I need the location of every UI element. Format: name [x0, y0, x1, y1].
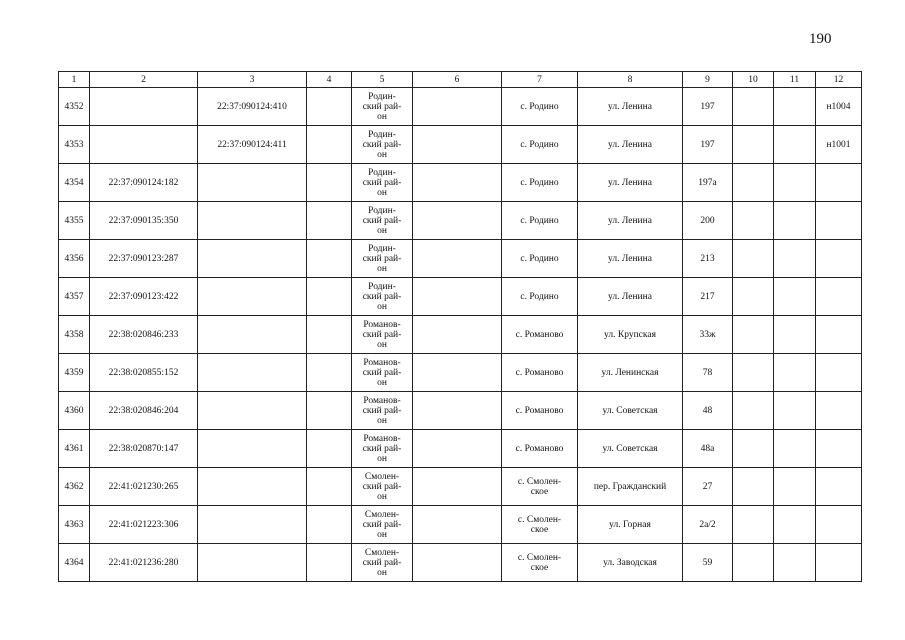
cadastral-number-cell: 22:41:021230:265: [90, 468, 198, 506]
empty-cell: [774, 88, 816, 126]
row-number-cell: 4357: [59, 278, 90, 316]
cell-line: с. Смолен-: [517, 476, 562, 487]
cell-line: Родин-: [368, 281, 396, 292]
note-cell: н1001: [816, 126, 862, 164]
cadastral-number-cell: 22:37:090123:422: [90, 278, 198, 316]
empty-cell: [733, 354, 774, 392]
note-cell: [816, 430, 862, 468]
table-row: [59, 354, 862, 392]
row-number-cell: 4362: [59, 468, 90, 506]
cadastral-number-cell: 22:38:020846:233: [90, 316, 198, 354]
district-cell: [352, 164, 413, 202]
empty-cell: [733, 468, 774, 506]
empty-cell: [774, 240, 816, 278]
cell-line: Смолен-: [364, 509, 400, 520]
cadastral-number-cell: 22:38:020870:147: [90, 430, 198, 468]
empty-cell: [413, 278, 502, 316]
house-number-cell: 197а: [683, 164, 733, 202]
note-cell: [816, 354, 862, 392]
row-number-cell: 4354: [59, 164, 90, 202]
table-row: [59, 88, 862, 126]
empty-cell: [774, 468, 816, 506]
empty-cell: [774, 354, 816, 392]
cell-line: ский рай-: [362, 481, 402, 492]
cadastral-number-cell: 22:41:021236:280: [90, 544, 198, 582]
cadastral-number-cell-2: [198, 506, 307, 544]
cadastral-number-cell-2: [198, 316, 307, 354]
register-body: [59, 88, 862, 582]
cell-line: он: [377, 453, 387, 464]
district-cell: [352, 88, 413, 126]
row-number-cell: 4358: [59, 316, 90, 354]
column-header: 4: [307, 72, 352, 88]
cell-line: Романов-: [363, 319, 401, 330]
street-cell: ул. Ленина: [578, 240, 683, 278]
empty-cell: [774, 202, 816, 240]
district-cell: [352, 278, 413, 316]
district-cell: [352, 316, 413, 354]
empty-cell: [733, 164, 774, 202]
cell-line: Смолен-: [364, 471, 400, 482]
empty-cell: [307, 126, 352, 164]
cell-line: ский рай-: [362, 519, 402, 530]
empty-cell: [774, 126, 816, 164]
empty-cell: [307, 278, 352, 316]
column-header: 1: [59, 72, 90, 88]
cadastral-number-cell-2: [198, 392, 307, 430]
cell-line: он: [377, 377, 387, 388]
empty-cell: [413, 468, 502, 506]
column-header: 3: [198, 72, 307, 88]
column-header: 8: [578, 72, 683, 88]
empty-cell: [413, 126, 502, 164]
empty-cell: [733, 278, 774, 316]
note-cell: [816, 278, 862, 316]
empty-cell: [307, 202, 352, 240]
cell-line: он: [377, 225, 387, 236]
district-cell: [352, 392, 413, 430]
house-number-cell: 200: [683, 202, 733, 240]
cadastral-number-cell-2: 22:37:090124:411: [198, 126, 307, 164]
cadastral-number-cell: 22:38:020846:204: [90, 392, 198, 430]
house-number-cell: 78: [683, 354, 733, 392]
row-number-cell: 4361: [59, 430, 90, 468]
row-number-cell: 4359: [59, 354, 90, 392]
row-number-cell: 4356: [59, 240, 90, 278]
cell-line: ский рай-: [362, 443, 402, 454]
settlement-cell: [502, 468, 578, 506]
cell-line: ский рай-: [362, 367, 402, 378]
empty-cell: [307, 506, 352, 544]
empty-cell: [413, 316, 502, 354]
column-header: 9: [683, 72, 733, 88]
settlement-cell: с. Романово: [502, 430, 578, 468]
cell-line: ское: [530, 562, 549, 573]
table-row: [59, 316, 862, 354]
register-table: [58, 71, 862, 582]
cell-line: он: [377, 529, 387, 540]
empty-cell: [307, 544, 352, 582]
row-number-cell: 4363: [59, 506, 90, 544]
column-header: 10: [733, 72, 774, 88]
empty-cell: [413, 354, 502, 392]
cadastral-number-cell: 22:37:090135:350: [90, 202, 198, 240]
empty-cell: [413, 544, 502, 582]
house-number-cell: 48: [683, 392, 733, 430]
cell-line: Родин-: [368, 91, 396, 102]
cell-line: ское: [530, 524, 549, 535]
cell-line: Родин-: [368, 167, 396, 178]
table-row: [59, 544, 862, 582]
note-cell: [816, 506, 862, 544]
cadastral-number-cell-2: [198, 468, 307, 506]
empty-cell: [307, 392, 352, 430]
house-number-cell: 197: [683, 126, 733, 164]
table-row: [59, 392, 862, 430]
cell-line: Смолен-: [364, 547, 400, 558]
street-cell: ул. Ленина: [578, 88, 683, 126]
table-row: [59, 164, 862, 202]
settlement-cell: с. Родино: [502, 164, 578, 202]
empty-cell: [774, 392, 816, 430]
note-cell: н1004: [816, 88, 862, 126]
street-cell: ул. Ленина: [578, 278, 683, 316]
cell-line: он: [377, 111, 387, 122]
note-cell: [816, 392, 862, 430]
district-cell: [352, 430, 413, 468]
page-number: 190: [809, 31, 832, 47]
cadastral-number-cell-2: [198, 202, 307, 240]
empty-cell: [774, 430, 816, 468]
cell-line: Романов-: [363, 433, 401, 444]
street-cell: ул. Горная: [578, 506, 683, 544]
district-cell: [352, 240, 413, 278]
column-header: 2: [90, 72, 198, 88]
cadastral-number-cell: 22:37:090123:287: [90, 240, 198, 278]
cadastral-number-cell-2: [198, 164, 307, 202]
district-cell: [352, 506, 413, 544]
empty-cell: [413, 164, 502, 202]
empty-cell: [307, 316, 352, 354]
row-number-cell: 4364: [59, 544, 90, 582]
empty-cell: [733, 544, 774, 582]
cell-line: он: [377, 263, 387, 274]
cadastral-number-cell: 22:41:021223:306: [90, 506, 198, 544]
row-number-cell: 4360: [59, 392, 90, 430]
cadastral-number-cell-2: [198, 430, 307, 468]
house-number-cell: 2а/2: [683, 506, 733, 544]
cell-line: он: [377, 415, 387, 426]
empty-cell: [413, 506, 502, 544]
district-cell: [352, 126, 413, 164]
row-number-cell: 4355: [59, 202, 90, 240]
empty-cell: [733, 202, 774, 240]
header-row: [59, 72, 862, 88]
empty-cell: [413, 88, 502, 126]
house-number-cell: 197: [683, 88, 733, 126]
column-header: 6: [413, 72, 502, 88]
cell-line: Романов-: [363, 357, 401, 368]
empty-cell: [413, 430, 502, 468]
note-cell: [816, 544, 862, 582]
empty-cell: [733, 506, 774, 544]
column-header: 5: [352, 72, 413, 88]
cell-line: с. Смолен-: [517, 514, 562, 525]
table-row: [59, 468, 862, 506]
settlement-cell: [502, 506, 578, 544]
cell-line: с. Смолен-: [517, 552, 562, 563]
column-header: 7: [502, 72, 578, 88]
street-cell: ул. Ленина: [578, 164, 683, 202]
empty-cell: [307, 88, 352, 126]
note-cell: [816, 164, 862, 202]
cell-line: ский рай-: [362, 215, 402, 226]
settlement-cell: [502, 544, 578, 582]
cell-line: ский рай-: [362, 557, 402, 568]
settlement-cell: с. Родино: [502, 202, 578, 240]
street-cell: ул. Советская: [578, 392, 683, 430]
note-cell: [816, 468, 862, 506]
cell-line: ский рай-: [362, 177, 402, 188]
note-cell: [816, 316, 862, 354]
cadastral-number-cell: 22:37:090124:182: [90, 164, 198, 202]
table-row: [59, 278, 862, 316]
empty-cell: [307, 164, 352, 202]
street-cell: ул. Ленина: [578, 202, 683, 240]
street-cell: ул. Заводская: [578, 544, 683, 582]
cell-line: ский рай-: [362, 405, 402, 416]
cadastral-number-cell-2: [198, 278, 307, 316]
street-cell: ул. Ленина: [578, 126, 683, 164]
street-cell: ул. Советская: [578, 430, 683, 468]
cell-line: Родин-: [368, 129, 396, 140]
settlement-cell: с. Романово: [502, 316, 578, 354]
empty-cell: [413, 202, 502, 240]
row-number-cell: 4352: [59, 88, 90, 126]
empty-cell: [733, 88, 774, 126]
cell-line: он: [377, 301, 387, 312]
cell-line: он: [377, 567, 387, 578]
row-number-cell: 4353: [59, 126, 90, 164]
empty-cell: [774, 278, 816, 316]
cell-line: ское: [530, 486, 549, 497]
cell-line: Романов-: [363, 395, 401, 406]
empty-cell: [774, 544, 816, 582]
empty-cell: [413, 240, 502, 278]
cell-line: он: [377, 187, 387, 198]
empty-cell: [307, 354, 352, 392]
table-row: [59, 202, 862, 240]
cell-line: ский рай-: [362, 253, 402, 264]
house-number-cell: 48а: [683, 430, 733, 468]
empty-cell: [774, 316, 816, 354]
empty-cell: [733, 240, 774, 278]
empty-cell: [307, 430, 352, 468]
table-row: [59, 430, 862, 468]
table-row: [59, 240, 862, 278]
table-row: [59, 126, 862, 164]
cell-line: ский рай-: [362, 291, 402, 302]
cell-line: ский рай-: [362, 329, 402, 340]
cadastral-number-cell: [90, 126, 198, 164]
street-cell: пер. Гражданский: [578, 468, 683, 506]
note-cell: [816, 240, 862, 278]
settlement-cell: с. Родино: [502, 240, 578, 278]
empty-cell: [307, 240, 352, 278]
district-cell: [352, 202, 413, 240]
street-cell: ул. Ленинская: [578, 354, 683, 392]
cell-line: он: [377, 339, 387, 350]
cadastral-number-cell-2: [198, 240, 307, 278]
empty-cell: [733, 126, 774, 164]
empty-cell: [413, 392, 502, 430]
empty-cell: [733, 430, 774, 468]
note-cell: [816, 202, 862, 240]
street-cell: ул. Крупская: [578, 316, 683, 354]
cell-line: Родин-: [368, 205, 396, 216]
house-number-cell: 213: [683, 240, 733, 278]
cell-line: он: [377, 491, 387, 502]
settlement-cell: с. Родино: [502, 88, 578, 126]
cell-line: Родин-: [368, 243, 396, 254]
cadastral-number-cell-2: [198, 544, 307, 582]
empty-cell: [307, 468, 352, 506]
district-cell: [352, 544, 413, 582]
settlement-cell: с. Романово: [502, 392, 578, 430]
settlement-cell: с. Родино: [502, 126, 578, 164]
house-number-cell: 59: [683, 544, 733, 582]
empty-cell: [774, 164, 816, 202]
empty-cell: [733, 392, 774, 430]
settlement-cell: с. Романово: [502, 354, 578, 392]
settlement-cell: с. Родино: [502, 278, 578, 316]
table-row: [59, 506, 862, 544]
house-number-cell: 27: [683, 468, 733, 506]
column-header: 12: [816, 72, 862, 88]
column-header: 11: [774, 72, 816, 88]
district-cell: [352, 354, 413, 392]
empty-cell: [733, 316, 774, 354]
cell-line: ский рай-: [362, 101, 402, 112]
empty-cell: [774, 506, 816, 544]
cadastral-number-cell: 22:38:020855:152: [90, 354, 198, 392]
cell-line: он: [377, 149, 387, 160]
cadastral-number-cell: [90, 88, 198, 126]
house-number-cell: 217: [683, 278, 733, 316]
cadastral-number-cell-2: [198, 354, 307, 392]
cadastral-number-cell-2: 22:37:090124:410: [198, 88, 307, 126]
house-number-cell: 33ж: [683, 316, 733, 354]
district-cell: [352, 468, 413, 506]
cell-line: ский рай-: [362, 139, 402, 150]
